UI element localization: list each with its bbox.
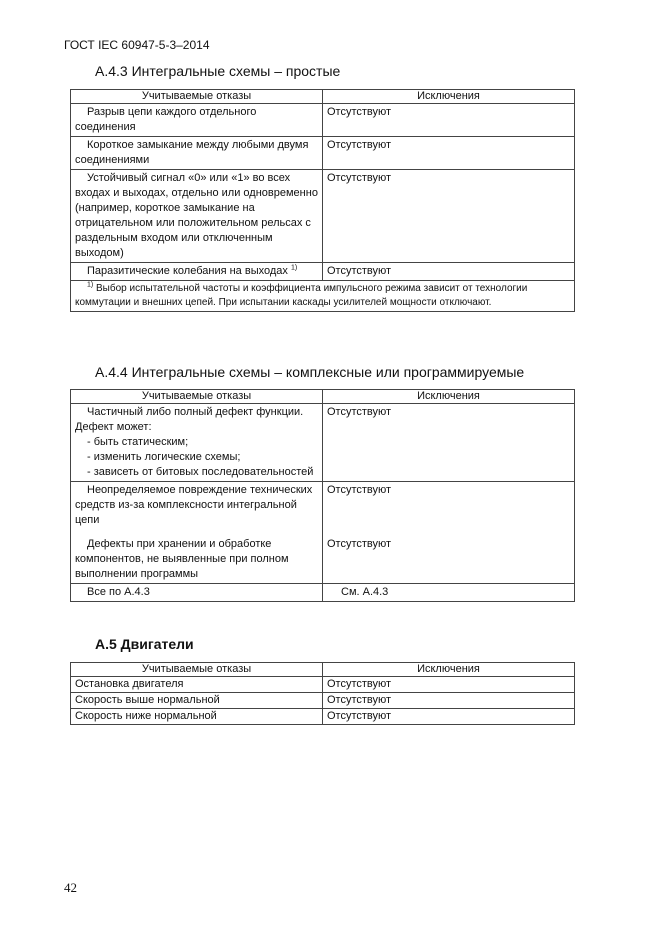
column-header-faults: Учитываемые отказы bbox=[71, 390, 323, 404]
table-header-row bbox=[71, 90, 575, 104]
table-row bbox=[71, 263, 575, 281]
table-row bbox=[71, 170, 575, 263]
fault-cell: Паразитические колебания на выходах $^{1)}$ bbox=[71, 263, 323, 281]
table-a43 bbox=[70, 89, 575, 312]
table-row bbox=[71, 693, 575, 709]
table-a5 bbox=[70, 662, 575, 725]
table-header-row bbox=[71, 390, 575, 404]
section-title-a44: А.4.4 Интегральные схемы – комплексные или программируемые bbox=[95, 364, 525, 380]
fault-cell: Неопределяемое повреждение технических средств из-за комплексности интегральной цепи bbox=[71, 482, 323, 530]
column-header-exceptions: Исключения bbox=[323, 663, 575, 677]
table-header-row bbox=[71, 663, 575, 677]
exception-cell: Отсутствуют bbox=[323, 404, 575, 482]
fault-cell: Частичный либо полный дефект функции. Дефект может: - быть статическим; - изменить логические схемы; - зависеть от битовых последовательностей bbox=[71, 404, 323, 482]
fault-cell: Все по А.4.3 bbox=[71, 584, 323, 602]
fault-cell: Устойчивый сигнал «0» или «1» во всех входах и выходах, отдельно или одновременно (например, короткое замыкание на отрицательном или положительном рельсах с раздельным входом или отключенным выходом) bbox=[71, 170, 323, 263]
footnote-ref: 1) bbox=[290, 264, 298, 272]
exception-cell: См. А.4.3 bbox=[323, 584, 575, 602]
column-header-exceptions: Исключения bbox=[323, 90, 575, 104]
exception-cell: Отсутствуют bbox=[323, 529, 575, 584]
table-row bbox=[71, 709, 575, 725]
table-row bbox=[71, 677, 575, 693]
document-header: ГОСТ IEC 60947-5-3–2014 bbox=[64, 38, 210, 52]
page-number: 42 bbox=[64, 880, 77, 895]
table-row bbox=[71, 104, 575, 137]
table-row bbox=[71, 137, 575, 170]
exception-cell: Отсутствуют bbox=[323, 170, 575, 263]
fault-cell: Короткое замыкание между любыми двумя соединениями bbox=[71, 137, 323, 170]
fault-cell: Разрыв цепи каждого отдельного соединения bbox=[71, 104, 323, 137]
column-header-faults: Учитываемые отказы bbox=[71, 663, 323, 677]
fault-cell: Дефекты при хранении и обработке компонентов, не выявленные при полном выполнении программы bbox=[71, 529, 323, 584]
exception-cell: Отсутствуют bbox=[323, 104, 575, 137]
table-row bbox=[71, 482, 575, 530]
column-header-exceptions: Исключения bbox=[323, 390, 575, 404]
table-row bbox=[71, 404, 575, 482]
exception-cell: Отсутствуют bbox=[323, 137, 575, 170]
exception-cell: Отсутствуют bbox=[323, 677, 575, 693]
fault-cell: Остановка двигателя bbox=[71, 677, 323, 693]
table-row bbox=[71, 529, 575, 584]
footnote: $^{1)}$ Выбор испытательной частоты и коэффициента импульсного режима зависит от технологии коммутации и внешних цепей. При испытании каскады усилителей мощности отключают. bbox=[71, 281, 575, 312]
section-title-a5: А.5 Двигатели bbox=[95, 636, 194, 652]
exception-cell: Отсутствуют bbox=[323, 482, 575, 530]
exception-cell: Отсутствуют bbox=[323, 263, 575, 281]
table-row bbox=[71, 584, 575, 602]
exception-cell: Отсутствуют bbox=[323, 709, 575, 725]
exception-cell: Отсутствуют bbox=[323, 693, 575, 709]
section-title-a43: А.4.3 Интегральные схемы – простые bbox=[95, 63, 341, 79]
footnote-mark: 1) bbox=[87, 281, 94, 289]
column-header-faults: Учитываемые отказы bbox=[71, 90, 323, 104]
fault-cell: Скорость выше нормальной bbox=[71, 693, 323, 709]
footnote-row bbox=[71, 281, 575, 312]
fault-cell: Скорость ниже нормальной bbox=[71, 709, 323, 725]
table-a44 bbox=[70, 389, 575, 602]
